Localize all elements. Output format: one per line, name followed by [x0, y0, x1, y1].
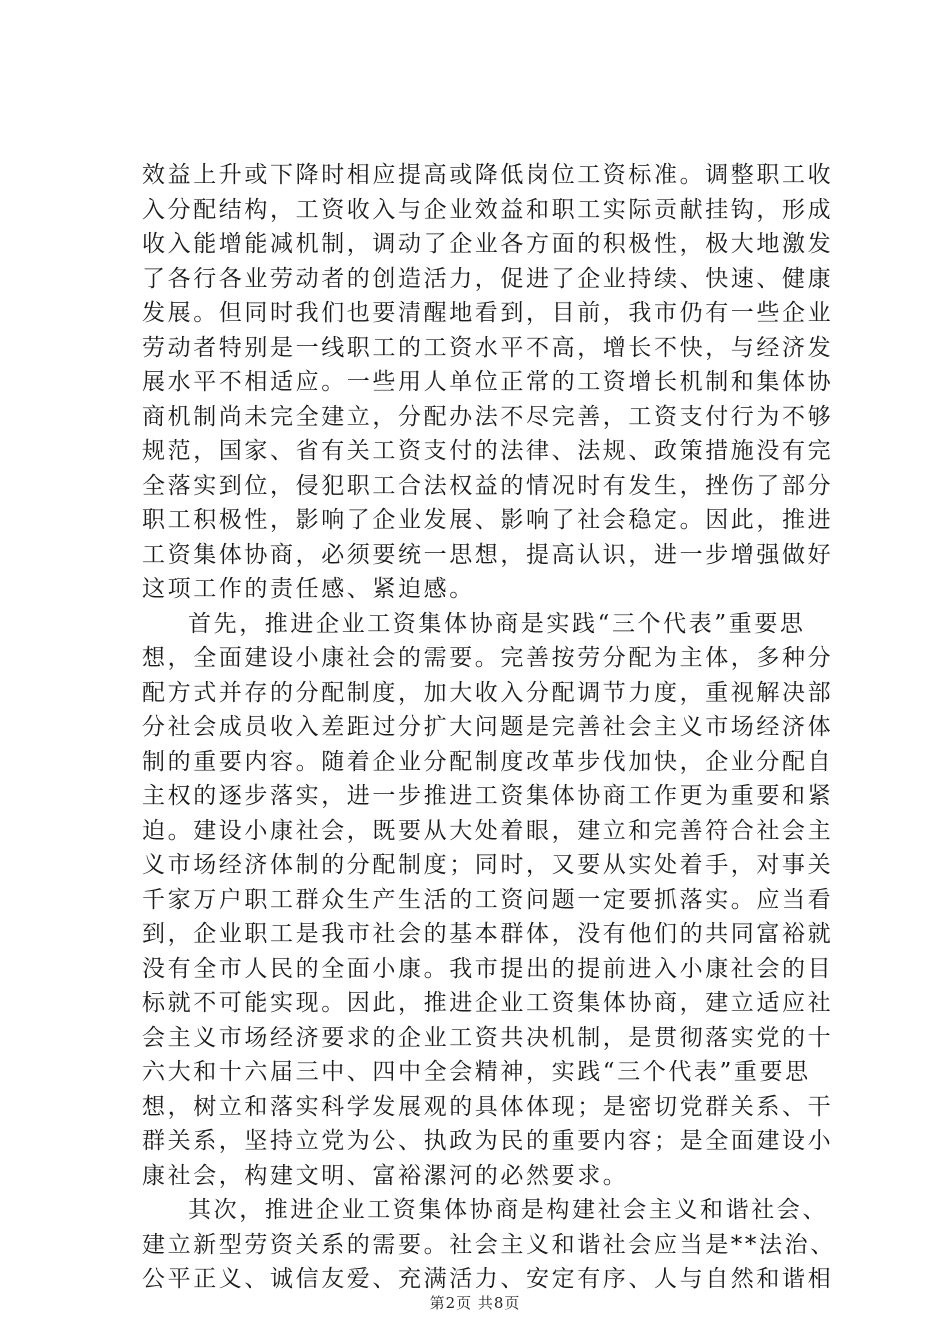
text-line: 首先，推进企业工资集体协商是实践“三个代表”重要思: [188, 610, 806, 637]
text-line: 想，全面建设小康社会的需要。完善按劳分配为主体，多种分: [142, 645, 834, 671]
text-line: 发展。但同时我们也要清醒地看到，目前，我市仍有一些企业: [142, 300, 834, 326]
text-line: 收入能增能减机制，调动了企业各方面的积极性，极大地激发: [142, 231, 834, 257]
text-line: 配方式并存的分配制度，加大收入分配调节力度，重视解决部: [142, 679, 834, 706]
text-line: 入分配结构，工资收入与企业效益和职工实际贡献挂钩，形成: [142, 196, 834, 223]
text-line: 其次，推进企业工资集体协商是构建社会主义和谐社会、: [188, 1197, 828, 1223]
text-line: 六大和十六届三中、四中全会精神，实践“三个代表”重要思: [142, 1059, 811, 1085]
text-line: 标就不可能实现。因此，推进企业工资集体协商，建立适应社: [142, 990, 834, 1016]
text-line: 公平正义、诚信友爱、充满活力、安定有序、人与自然和谐相: [142, 1266, 834, 1292]
text-line: 商机制尚未完全建立，分配办法不尽完善，工资支付行为不够: [142, 403, 834, 430]
text-line: 会主义市场经济要求的企业工资共决机制，是贯彻落实党的十: [142, 1024, 834, 1051]
text-line: 到，企业职工是我市社会的基本群体，没有他们的共同富裕就: [142, 921, 834, 947]
text-line: 劳动者特别是一线职工的工资水平不高，增长不快，与经济发: [142, 334, 834, 361]
text-line: 分社会成员收入差距过分扩大问题是完善社会主义市场经济体: [142, 714, 834, 740]
document-body: [142, 158, 836, 1297]
text-line: 职工积极性，影响了企业发展、影响了社会稳定。因此，推进: [142, 507, 834, 533]
text-line: 千家万户职工群众生产生活的工资问题一定要抓落实。应当看: [142, 886, 834, 913]
text-line: 迫。建设小康社会，既要从大处着眼，建立和完善符合社会主: [142, 817, 834, 844]
text-line: 全落实到位，侵犯职工合法权益的情况时有发生，挫伤了部分: [142, 472, 834, 499]
text-line: 这项工作的责任感、紧迫感。: [142, 576, 475, 602]
text-line: 效益上升或下降时相应提高或降低岗位工资标准。调整职工收: [142, 162, 834, 188]
text-line: 展水平不相适应。一些用人单位正常的工资增长机制和集体协: [142, 369, 834, 395]
text-line: 想，树立和落实科学发展观的具体体现；是密切党群关系、干: [142, 1093, 834, 1120]
page-footer: 第2页 共8页: [429, 1294, 521, 1312]
text-line: 制的重要内容。随着企业分配制度改革步伐加快，企业分配自: [142, 748, 834, 775]
text-line: 主权的逐步落实，进一步推进工资集体协商工作更为重要和紧: [142, 783, 834, 809]
text-line: 没有全市人民的全面小康。我市提出的提前进入小康社会的目: [142, 955, 834, 982]
text-line: 规范，国家、省有关工资支付的法律、法规、政策措施没有完: [142, 438, 834, 464]
text-line: 建立新型劳资关系的需要。社会主义和谐社会应当是**法治、: [142, 1231, 836, 1258]
text-line: 康社会，构建文明、富裕漯河的必然要求。: [142, 1162, 629, 1189]
text-line: 义市场经济体制的分配制度；同时，又要从实处着手，对事关: [142, 852, 834, 878]
text-line: 了各行各业劳动者的创造活力，促进了企业持续、快速、健康: [142, 265, 834, 292]
text-line: 群关系，坚持立党为公、执政为民的重要内容；是全面建设小: [142, 1128, 834, 1154]
text-line: 工资集体协商，必须要统一思想，提高认识，进一步增强做好: [142, 541, 834, 568]
